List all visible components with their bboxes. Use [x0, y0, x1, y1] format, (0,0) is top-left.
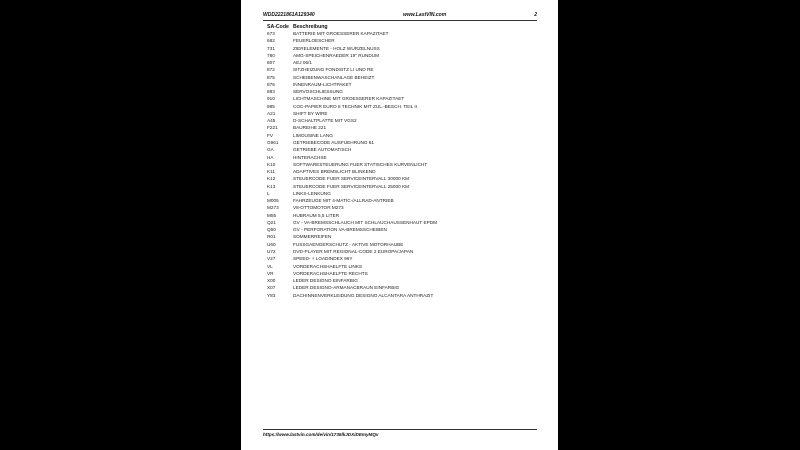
sa-description: FUSSGAENGERSCHUTZ - AKTIVE MOTORHAUBE	[293, 241, 404, 247]
sa-description: LEDER DESIGNO EINFARBIG	[293, 278, 358, 284]
sa-description: D-SCHALTPLATTE MIT VGS2	[293, 118, 357, 124]
table-row	[241, 176, 558, 183]
table-row	[241, 213, 558, 220]
table-row	[241, 256, 558, 263]
sa-description: SITZHEIZUNG FONDSITZ LI UND RE	[293, 67, 374, 73]
table-row	[241, 162, 558, 169]
table-row	[241, 147, 558, 154]
sa-code: K10	[267, 161, 276, 167]
sa-description: VORDERACHSHAELFTE RECHTS	[293, 270, 368, 276]
sa-code: X00	[267, 278, 276, 284]
table-row	[241, 198, 558, 205]
footer-url[interactable]: https://www.lastvin.com/de/vin/1735lkJDXiDEmyMQv	[263, 432, 379, 437]
table-row	[241, 53, 558, 60]
sa-code: U60	[267, 241, 276, 247]
sa-code: 872	[267, 67, 275, 73]
page-number: 2	[534, 12, 537, 18]
sa-code: FV	[267, 132, 273, 138]
sa-description: GV - VA-BREMSSCHLAUCH MIT SCHLAUCHAUSSENHAUT EPDM	[293, 219, 438, 225]
table-row	[241, 242, 558, 249]
sa-code: VL	[267, 263, 273, 269]
sa-code: 985	[267, 103, 275, 109]
table-row	[241, 271, 558, 278]
sa-description: AMG-SPEICHENRAEDER 19" RUNDUM	[293, 52, 380, 58]
sa-description: GETRIEBECODE AUSFUEHRUNG 61	[293, 139, 375, 145]
sa-code: F221	[267, 125, 278, 131]
column-header-description: Beschreibung	[293, 24, 328, 30]
sa-code: V27	[267, 256, 276, 262]
sa-description: LINKS-LENKUNG	[293, 190, 331, 196]
sa-code: Y83	[267, 292, 276, 298]
sa-code: Q50	[267, 227, 276, 233]
document-page	[241, 0, 558, 450]
table-row	[241, 96, 558, 103]
sa-description: ZIERELEMENTE - HOLZ WURZELNUSS	[293, 45, 380, 51]
table-row	[241, 140, 558, 147]
page-header	[263, 12, 537, 20]
table-row	[241, 191, 558, 198]
sa-description: DACHINNENVERKLEIDUNG DESIGNO ALCANTARA ANTHRAZIT	[293, 292, 434, 298]
table-row	[241, 104, 558, 111]
sa-code: K13	[267, 183, 276, 189]
sa-description: LEDER DESIGNO-ARMANACBRAUN EINFARBIG	[293, 285, 400, 291]
sa-description: INNENRAUM-LICHTPAKET	[293, 81, 352, 87]
sa-code: U72	[267, 248, 276, 254]
sa-description: HUBRAUM 5,5 LITER	[293, 212, 340, 218]
sa-code: K11	[267, 169, 275, 175]
table-row	[241, 46, 558, 53]
sa-description: BATTERIE MIT GROESSERER KAPAZITAET	[293, 31, 389, 36]
sa-description: AEJ 06/1	[293, 60, 313, 66]
table-row	[241, 82, 558, 89]
table-row	[241, 111, 558, 118]
table-row	[241, 264, 558, 271]
sa-description: DVD-PLAYER MIT REGIONAL-CODE 2 EUROPA/JAPAN	[293, 248, 414, 254]
sa-description: VORDERACHSHAELFTE LINKS	[293, 263, 363, 269]
sa-description: FAHRZEUGE MIT 4-MATIC-/ALLRAD-ANTRIEB	[293, 198, 394, 204]
table-row	[241, 278, 558, 285]
header-divider	[263, 20, 537, 21]
sa-code: HA	[267, 154, 274, 160]
sa-code: 780	[267, 52, 275, 58]
sa-code: K12	[267, 176, 276, 182]
sa-description: FEUERLOESCHER	[293, 38, 335, 44]
sa-code: M005	[267, 198, 279, 204]
sa-description: BAUREIHE 221	[293, 125, 327, 131]
vin-number: WDD2221861A129340	[263, 12, 315, 18]
table-row	[241, 133, 558, 140]
sa-code: A45	[267, 118, 276, 124]
sa-code: L	[267, 190, 270, 196]
sa-description: STEUERCODE FUER SERVICEINTERVALL 30000 KM	[293, 176, 410, 182]
sa-description: GV - PERFORATION VA-BREMSSCHEIBEN	[293, 227, 387, 233]
sa-description: COC-PAPIER EURO 6 TECHNIK MIT ZUL.-BESCH. TEIL II	[293, 103, 417, 109]
sa-code: G961	[267, 139, 279, 145]
table-row	[241, 234, 558, 241]
sa-code: 682	[267, 38, 275, 44]
sa-code: VR	[267, 270, 274, 276]
table-row	[241, 285, 558, 292]
sa-description: STEUERCODE FUER SERVICEINTERVALL 25000 KM	[293, 183, 410, 189]
table-row	[241, 67, 558, 74]
site-name: www.LastVIN.com	[403, 12, 447, 18]
table-row	[241, 118, 558, 125]
sa-code: 875	[267, 74, 275, 80]
table-row	[241, 125, 558, 132]
sa-description: SOFTWARESTEUERUNG FUER STATISCHES KURVENLICHT	[293, 161, 428, 167]
sa-description: SOMMERREIFEN	[293, 234, 332, 240]
sa-description: LICHTMASCHINE MIT GROESSERER KAPAZITAET	[293, 96, 405, 102]
sa-code: X07	[267, 285, 276, 291]
table-row	[241, 38, 558, 45]
sa-code: 731	[267, 45, 275, 51]
sa-description: SHIFT BY WIRE	[293, 110, 328, 116]
sa-description: SERVOSCHLIESSUNG	[293, 89, 343, 95]
table-row	[241, 155, 558, 162]
sa-code: A21	[267, 110, 276, 116]
table-row	[241, 220, 558, 227]
table-row	[241, 249, 558, 256]
sa-code: R01	[267, 234, 276, 240]
footer-divider	[263, 429, 537, 430]
sa-code: 876	[267, 81, 275, 87]
options-table	[241, 31, 558, 300]
sa-description: HINTERACHSE	[293, 154, 327, 160]
table-row	[241, 227, 558, 234]
sa-code: 673	[267, 31, 275, 36]
sa-code: M55	[267, 212, 277, 218]
sa-description: SCHEIBENWASCHANLAGE BEHEIZT	[293, 74, 375, 80]
table-row	[241, 89, 558, 96]
sa-code: GA	[267, 147, 274, 153]
sa-description: SPEED- + LOADINDEX 96Y	[293, 256, 353, 262]
sa-description: V8-OTTOMOTOR M273	[293, 205, 344, 211]
sa-code: 807	[267, 60, 275, 66]
sa-code: M273	[267, 205, 279, 211]
sa-description: LIMOUSINE LANG	[293, 132, 333, 138]
column-header-code: SA-Code	[267, 24, 289, 30]
sa-description: GETRIEBE AUTOMATISCH	[293, 147, 352, 153]
sa-code: 910	[267, 96, 275, 102]
table-row	[241, 75, 558, 82]
table-row	[241, 293, 558, 300]
table-row	[241, 169, 558, 176]
table-row	[241, 31, 558, 38]
table-row	[241, 60, 558, 67]
table-row	[241, 205, 558, 212]
sa-code: 883	[267, 89, 275, 95]
sa-description: ADAPTIVES BREMSLICHT BLINKEND	[293, 169, 376, 175]
table-row	[241, 184, 558, 191]
sa-code: Q21	[267, 219, 276, 225]
